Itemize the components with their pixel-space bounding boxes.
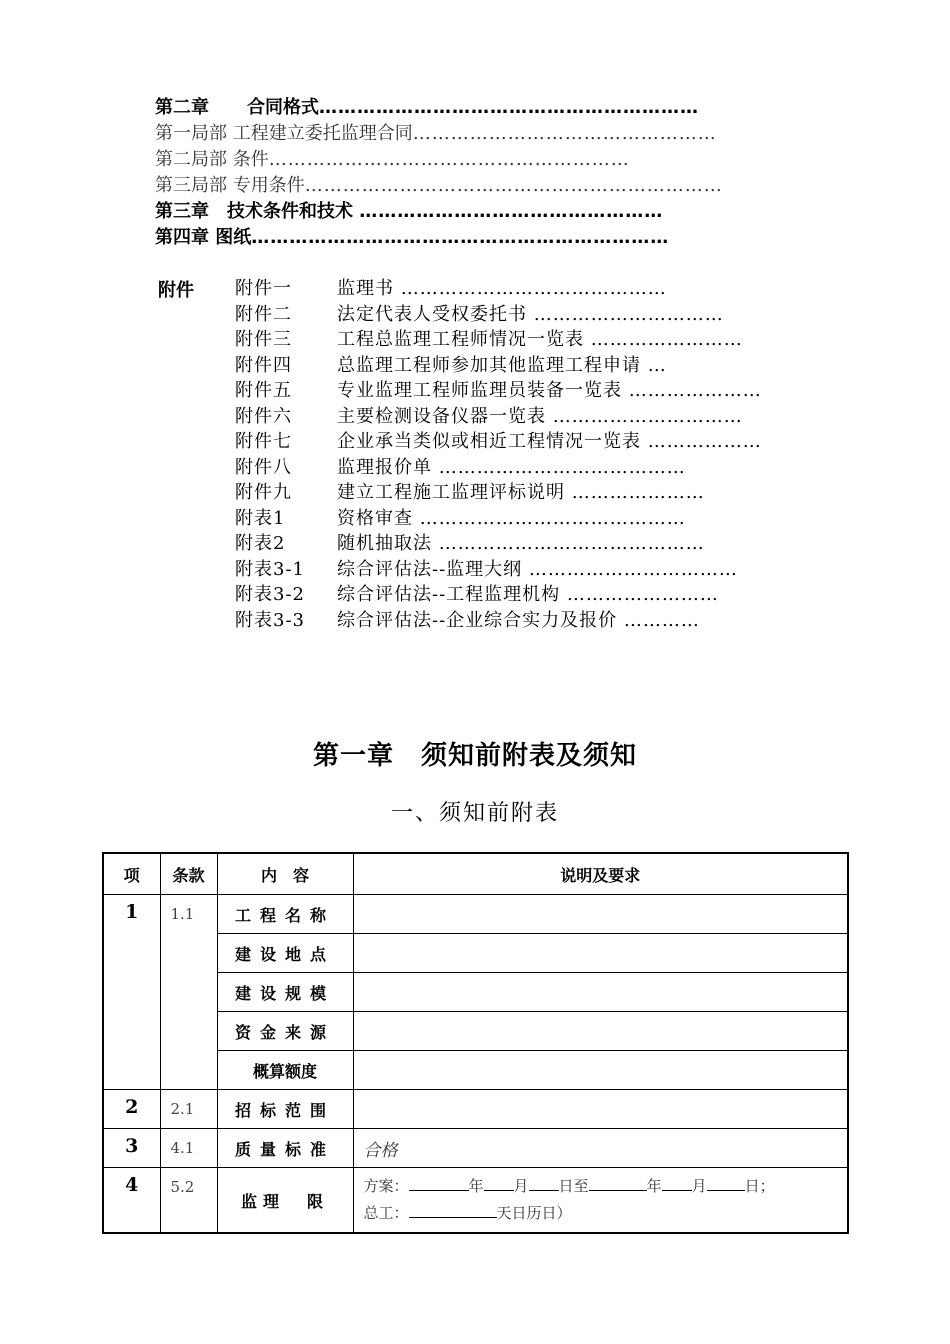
chapter-title: 第一章 须知前附表及须知 — [312, 741, 637, 771]
spacer — [584, 329, 591, 350]
annex-title: 综合评估法--企业综合实力及报价 — [337, 609, 618, 631]
spacer — [522, 559, 529, 580]
annex-number: 附件五 — [235, 380, 292, 401]
toc-entry-chapter2[interactable]: 第二章 合同格式…………………………………………………… — [155, 97, 699, 118]
spacer — [641, 431, 648, 452]
table-row — [103, 1168, 848, 1234]
header-desc: 说明及要求 — [353, 853, 848, 895]
desc-cell[interactable] — [353, 1012, 848, 1051]
blank-field[interactable] — [409, 1203, 497, 1218]
spacer — [565, 482, 572, 503]
content-cell: 工程名称 — [217, 895, 353, 934]
annex-title: 随机抽取法 — [337, 533, 432, 554]
annex-title: 资格审查 — [337, 507, 413, 529]
annex-item[interactable] — [235, 429, 762, 454]
desc-cell[interactable] — [353, 895, 848, 934]
annex-number: 附件七 — [235, 431, 292, 452]
annex-dots: …………………………………… — [438, 533, 705, 554]
annex-title: 监理报价单 — [337, 456, 432, 478]
annex-number: 附件四 — [235, 354, 292, 376]
blank-field[interactable] — [662, 1176, 692, 1191]
annex-number: 附表1 — [235, 507, 286, 529]
annex-item[interactable] — [235, 455, 686, 480]
annex-item[interactable] — [235, 276, 667, 301]
content-cell: 建设地点 — [217, 934, 353, 973]
annex-item[interactable] — [235, 327, 743, 352]
content-cell: 概算额度 — [217, 1051, 353, 1090]
annex-dots: ………………………… — [552, 405, 743, 427]
content-cell: 建设规模 — [217, 973, 353, 1012]
annex-item[interactable] — [235, 480, 705, 505]
spacer — [432, 533, 439, 554]
clause-number: 4.1 — [160, 1129, 217, 1168]
annex-number: 附件八 — [235, 456, 292, 478]
spacer — [560, 584, 567, 605]
annex-item[interactable] — [235, 582, 719, 607]
annex-item[interactable] — [235, 378, 762, 403]
table-row — [103, 1129, 848, 1168]
desc-cell[interactable] — [353, 1051, 848, 1090]
item-number: 1 — [103, 895, 160, 1090]
spacer — [527, 304, 534, 325]
notice-table — [102, 852, 849, 1234]
spacer — [432, 457, 439, 478]
annex-number: 附件六 — [235, 405, 292, 427]
desc-cell[interactable] — [353, 1090, 848, 1129]
blank-field[interactable] — [589, 1176, 647, 1191]
content-cell: 资金来源 — [217, 1012, 353, 1051]
annex-title: 工程总监理工程师情况一览表 — [337, 329, 584, 350]
item-number: 2 — [103, 1090, 160, 1129]
clause-number: 1.1 — [160, 895, 217, 1090]
annex-number: 附件三 — [235, 329, 292, 350]
annex-number: 附表3-2 — [235, 584, 305, 605]
table-row — [103, 1090, 848, 1129]
annex-item[interactable] — [235, 557, 738, 582]
content-cell: 质量标准 — [217, 1129, 353, 1168]
section-title: 一、须知前附表 — [390, 801, 559, 826]
annex-title: 总监理工程师参加其他监理工程申请 — [337, 354, 641, 376]
annex-number: 附表2 — [235, 533, 286, 554]
table-header-row — [103, 853, 848, 895]
annex-title: 企业承当类似或相近工程情况一览表 — [337, 431, 641, 452]
blank-field[interactable] — [707, 1176, 745, 1191]
annex-title: 主要检测设备仪器一览表 — [337, 405, 546, 427]
annex-title: 法定代表人受权委托书 — [337, 303, 527, 325]
spacer — [641, 355, 648, 376]
desc-cell[interactable]: 合格 — [353, 1129, 848, 1168]
content-cell: 招标范围 — [217, 1090, 353, 1129]
spacer — [394, 278, 401, 299]
annex-number: 附表3-3 — [235, 609, 305, 631]
annex-dots: ………………… — [628, 380, 762, 401]
annex-item[interactable] — [235, 531, 705, 556]
annex-dots: … — [647, 354, 667, 376]
header-content: 内 容 — [217, 853, 353, 895]
plan-period-line: 方案： 年 月 日至 年 月 日； — [363, 1177, 775, 1195]
annex-title: 专业监理工程师监理员装备一览表 — [337, 380, 622, 401]
clause-number: 5.2 — [160, 1168, 217, 1234]
spacer — [617, 610, 624, 631]
header-clause: 条款 — [160, 853, 217, 895]
annex-number: 附件九 — [235, 482, 292, 503]
annex-number: 附件一 — [235, 278, 292, 299]
table-row — [103, 895, 848, 934]
annex-dots: …………………………………… — [400, 278, 667, 299]
blank-field[interactable] — [409, 1176, 469, 1191]
annex-title: 综合评估法--工程监理机构 — [337, 584, 561, 605]
blank-field[interactable] — [529, 1176, 559, 1191]
annex-title: 综合评估法--监理大纲 — [337, 558, 523, 580]
annex-dots: …………………………………… — [419, 507, 686, 529]
annex-dots: …………………… — [566, 584, 719, 605]
annex-dots: ………………………… — [533, 303, 724, 325]
annex-dots: …………………………… — [528, 558, 738, 580]
annex-item[interactable] — [235, 353, 667, 378]
annex-title: 监理书 — [337, 278, 394, 299]
clause-number: 2.1 — [160, 1090, 217, 1129]
annex-number: 附表3-1 — [235, 558, 305, 580]
header-item: 项 — [103, 853, 160, 895]
annex-dots: …………………… — [590, 329, 743, 350]
toc-entry-part1[interactable]: 第一局部 工程建立委托监理合同………………………………………… — [155, 123, 717, 144]
toc-entry-chapter3[interactable]: 第三章 技术条件和技术 ………………………………………… — [155, 201, 664, 222]
spacer — [413, 508, 420, 529]
spacer — [622, 380, 629, 401]
desc-cell[interactable] — [353, 1168, 848, 1234]
toc-entry-part2[interactable]: 第二局部 条件………………………………………………… — [155, 149, 630, 170]
annex-number: 附件二 — [235, 303, 292, 325]
content-cell: 监理 限 — [217, 1168, 353, 1234]
annex-dots: ………… — [623, 609, 700, 631]
spacer — [546, 406, 553, 427]
toc-entry-chapter4[interactable]: 第四章 图纸………………………………………………………… — [155, 227, 670, 248]
annex-item[interactable] — [235, 506, 686, 531]
toc-entry-part3[interactable]: 第三局部 专用条件………………………………………………………… — [155, 175, 723, 196]
item-number: 4 — [103, 1168, 160, 1234]
item-number: 3 — [103, 1129, 160, 1168]
annex-heading: 附件 — [158, 280, 194, 301]
annex-item[interactable] — [235, 608, 700, 633]
annex-item[interactable] — [235, 404, 743, 429]
annex-title: 建立工程施工监理评标说明 — [337, 482, 565, 503]
annex-item[interactable] — [235, 302, 724, 327]
annex-dots: ………………… — [571, 482, 705, 503]
annex-dots: ………………………………… — [438, 456, 686, 478]
annex-dots: ……………… — [647, 431, 762, 452]
blank-field[interactable] — [484, 1176, 514, 1191]
total-period-line: 总工： 天日历日） — [363, 1204, 572, 1222]
desc-cell[interactable] — [353, 973, 848, 1012]
desc-cell[interactable] — [353, 934, 848, 973]
